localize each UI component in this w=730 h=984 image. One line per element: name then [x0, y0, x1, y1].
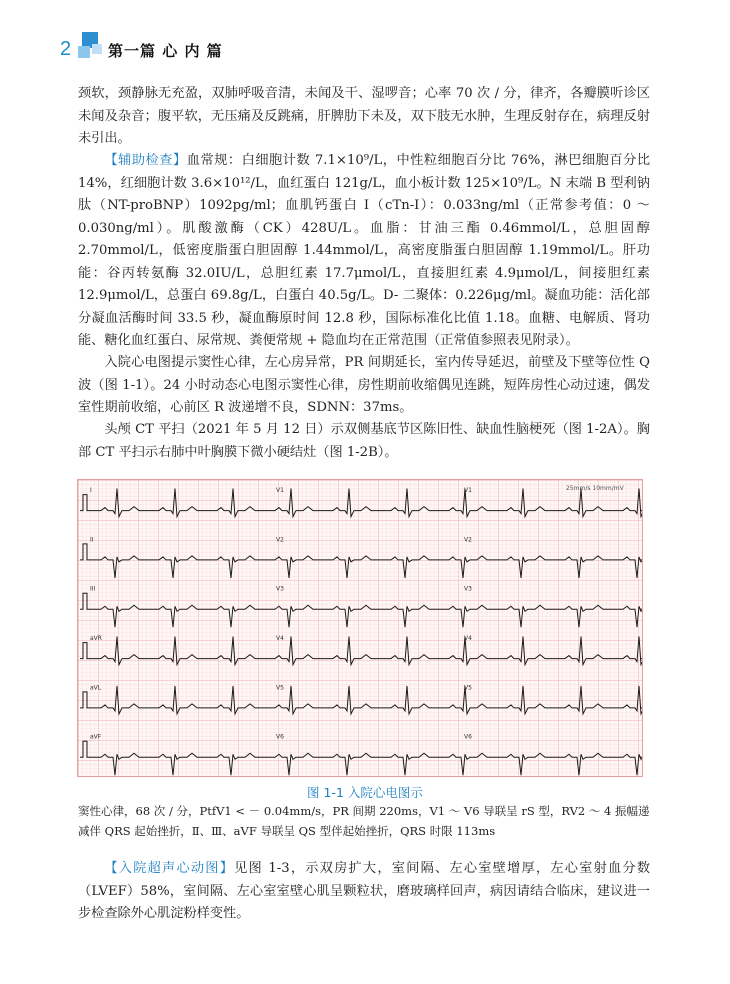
paragraph-ct: 头颅 CT 平扫（2021 年 5 月 12 日）示双侧基底节区陈旧性、缺血性脑梗死（图 1-2A）。胸部 CT 平扫示右肺中叶胸膜下微小硬结灶（图 1-2B）。 — [78, 422, 650, 460]
paragraph-echo — [78, 858, 650, 926]
ecg-lead-label: aVL — [90, 684, 102, 692]
paragraph-physical-exam: 颈软，颈静脉无充盈，双肺呼吸音清，未闻及干、湿啰音；心率 70 次 / 分，律齐，各瓣膜听诊区未闻及杂音；腹平软，无压痛及反跳痛，肝脾肋下未及，双下肢无水肿，生理反射存在，病理反射未引出。 — [78, 86, 650, 146]
ecg-lead-label: III — [90, 585, 96, 593]
ecg-lead-label: V5 — [464, 684, 472, 692]
ecg-lead-label: V4 — [276, 635, 284, 642]
paragraph-aux-exam — [78, 150, 650, 353]
ecg-lead-label: V2 — [276, 536, 284, 544]
paragraph-ecg: 入院心电图提示窦性心律，左心房异常，PR 间期延长，室内传导延迟，前壁及下壁等位性 Q 波（图 1-1）。24 小时动态心电图示窦性心律，房性期前收缩偶见连跳，短阵房性心动过速，偶发室性期前收缩，心前区 R 波递增不良，SDNN：37ms。 — [78, 355, 650, 415]
page-header — [0, 30, 730, 70]
figure-caption — [0, 783, 730, 801]
ecg-lead-label: V6 — [276, 733, 284, 741]
ecg-lead-label: II — [90, 536, 94, 544]
ecg-lead-label: V2 — [464, 536, 472, 544]
page-number: 2 — [60, 38, 72, 60]
chapter-logo — [78, 30, 106, 60]
aux-exam-text: 血常规：白细胞计数 7.1×10⁹/L，中性粒细胞百分比 76%，淋巴细胞百分比 14%，红细胞计数 3.6×10¹²/L，血红蛋白 121g/L，血小板计数 125×10⁹/L。N 末端 B 型利钠肽（NT-proBNP）1092pg/ml；血肌钙蛋白 I（cTn-I）：0.033ng/ml（正常参考值：0 ～ 0.030ng/ml）。肌酸激酶（CK）428U/L。血脂：甘油三酯 0.46mmol/L，总胆固醇 2.70mmol/L，低密度脂蛋白胆固醇 1.44mmol/L，高密度脂蛋白胆固醇 1.19mmol/L。肝功能：谷丙转氨酶 32.0IU/L，总胆红素 17.7μmol/L，直接胆红素 4.9μmol/L，间接胆红素 12.9μmol/L，总蛋白 69.8g/L，白蛋白 40.5g/L。D- 二聚体：0.226μg/ml。凝血功能：活化部分凝血活酶时间 33.5 秒，凝血酶原时间 12.8 秒，国际标准化比值 1.18。血糖、电解质、肾功能、糖化血红蛋白、尿常规、粪便常规 + 隐血均在正常范围（正常值参照表见附录）。 — [78, 153, 651, 348]
echo-text: 见图 1-3，示双房扩大，室间隔、左心室壁增厚，左心室射血分数（LVEF）58%，室间隔、左心室室壁心肌呈颗粒状，磨玻璃样回声，病因请结合临床，建议进一步检查除外心肌淀粉样变性。 — [78, 861, 651, 921]
chapter-title: 第一篇 心 内 篇 — [108, 42, 223, 60]
ecg-lead-label: I — [90, 487, 92, 494]
ecg-lead-label: V1 — [276, 487, 284, 494]
echo-label: 【入院超声心动图】 — [104, 861, 235, 876]
ecg-lead-label: V1 — [464, 487, 472, 494]
figure-number: 图 1-1 — [307, 785, 344, 800]
figure-title: 入院心电图示 — [347, 785, 423, 800]
ecg-speed-label: 25mm/s 10mm/mV — [566, 485, 624, 492]
ecg-lead-label: aVR — [90, 635, 102, 642]
aux-exam-label: 【辅助检查】 — [104, 153, 187, 168]
ecg-lead-label: V4 — [464, 635, 472, 642]
ecg-lead-label: V3 — [464, 585, 472, 593]
ecg-lead-label: aVF — [90, 733, 102, 741]
ecg-figure — [77, 479, 643, 777]
figure-note: 窦性心律，68 次 / 分，PtfV1 < － 0.04mm/s，PR 间期 220ms，V1 ～ V6 导联呈 rS 型，RV2 ～ 4 振幅递减伴 QRS 起始挫折，Ⅱ、Ⅲ、aVF 导联呈 QS 型伴起始挫折，QRS 时限 113ms — [78, 804, 650, 838]
ecg-lead-label: V3 — [276, 585, 284, 593]
ecg-lead-label: V6 — [464, 733, 472, 741]
ecg-lead-label: V5 — [276, 684, 284, 692]
